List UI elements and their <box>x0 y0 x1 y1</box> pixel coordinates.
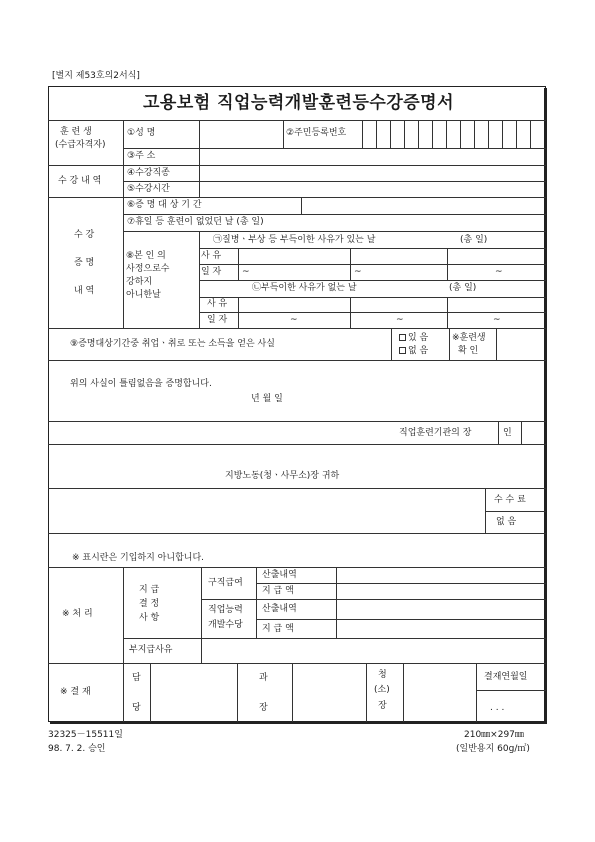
recipient-label: 지방노동(청ㆍ사무소)장 귀하 <box>225 471 340 481</box>
cert-period-label: ⑥증 명 대 상 기 간 <box>127 200 202 210</box>
voc-allowance-label-2: 개발수당 <box>208 620 243 630</box>
divider <box>238 248 239 280</box>
job-seeking-benefit-label: 구직급여 <box>208 578 243 588</box>
divider <box>199 312 546 313</box>
divider <box>256 567 257 638</box>
divider <box>123 181 546 182</box>
fee-value: 없 음 <box>496 517 517 527</box>
divider <box>123 214 546 215</box>
divider <box>123 638 546 639</box>
tilde: ~ <box>396 315 404 325</box>
paper-type: (일반용지 60g/㎡) <box>456 744 530 754</box>
checkbox-no[interactable] <box>399 347 406 354</box>
divider <box>283 120 284 148</box>
cert-label-3: 내 역 <box>74 286 95 296</box>
divider <box>391 328 392 360</box>
divider <box>199 248 546 249</box>
course-label: 수 강 내 역 <box>58 176 102 186</box>
voc-allowance-label: 직업능력 <box>208 605 243 615</box>
seal-label: 인 <box>503 428 512 438</box>
approval-dam-2: 당 <box>132 703 141 713</box>
rrn-field[interactable] <box>363 122 544 146</box>
date-row-label: 일 자 <box>201 267 222 277</box>
divider <box>496 328 497 360</box>
divider <box>476 663 477 722</box>
divider <box>301 197 302 214</box>
divider <box>256 619 546 620</box>
reason-label-line: 강하지 <box>126 277 153 287</box>
calc-details-label: 산출내역 <box>262 570 297 580</box>
certify-statement: 위의 사실이 틀림없음을 증명합니다. <box>70 379 212 389</box>
certify-date-line: 년 월 일 <box>251 394 283 404</box>
divider <box>199 264 546 265</box>
trainee-confirm-label-2: 확 인 <box>458 346 479 356</box>
address-label: ③주 소 <box>127 151 156 161</box>
divider <box>366 663 367 722</box>
divider <box>403 663 404 722</box>
divider <box>48 421 546 422</box>
course-time-field[interactable] <box>200 183 544 196</box>
name-label: ①성 명 <box>127 128 156 138</box>
divider <box>238 297 239 328</box>
processing-label: ※ 처 리 <box>62 609 93 619</box>
rrn-label: ②주민등록번호 <box>286 128 347 138</box>
payment-decision-line: 지 급 <box>139 585 160 595</box>
course-type-label: ④수강직종 <box>127 168 170 178</box>
approval-gwa-2: 장 <box>259 703 268 713</box>
justified-total: (총 일) <box>460 235 488 245</box>
approval-office-2: (소) <box>374 685 390 695</box>
divider <box>199 231 200 328</box>
payment-decision-line: 결 정 <box>139 599 160 609</box>
divider <box>48 360 546 361</box>
approval-office-1: 청 <box>378 670 387 680</box>
approval-dam-1: 담 <box>132 673 141 683</box>
date-row-label: 일 자 <box>207 315 228 325</box>
trainee-label: 훈 련 생 <box>60 127 92 137</box>
tilde: ~ <box>242 267 250 277</box>
divider <box>123 231 546 232</box>
unjustified-total: (총 일) <box>449 283 477 293</box>
form-number-label: [별지 제53호의2서식] <box>52 71 140 81</box>
cert-label-1: 수 강 <box>74 230 95 240</box>
divider <box>350 248 351 280</box>
approval-date: 98. 7. 2. 승인 <box>48 744 106 754</box>
tilde: ~ <box>493 315 501 325</box>
approval-gwa-1: 과 <box>259 673 268 683</box>
approval-office-3: 장 <box>378 701 387 711</box>
divider <box>336 567 337 638</box>
justified-absence-label: ㉠질병ㆍ부상 등 부득이한 사유가 있는 날 <box>213 235 376 245</box>
employment-yes-option[interactable]: 있 음 <box>399 334 428 343</box>
divider <box>256 583 546 584</box>
page-title: 고용보험 직업능력개발훈련등수강증명서 <box>143 93 455 113</box>
form-code: 32325－15511일 <box>48 730 123 740</box>
divider <box>485 511 546 512</box>
name-field[interactable] <box>200 122 282 146</box>
approval-label: ※ 결 재 <box>60 687 91 697</box>
divider <box>449 328 450 360</box>
divider <box>48 488 546 489</box>
divider <box>201 567 202 663</box>
checkbox-yes[interactable] <box>399 334 406 341</box>
reason-label-line: 사정으로수 <box>126 264 170 274</box>
calc-details-label: 산출내역 <box>262 604 297 614</box>
divider <box>48 444 546 445</box>
official-use-note: ※ 표시란은 기입하지 아니합니다. <box>72 553 205 563</box>
address-field[interactable] <box>200 150 544 164</box>
divider <box>199 280 546 281</box>
divider <box>447 248 448 280</box>
institution-head-label: 직업훈련기관의 장 <box>399 428 472 438</box>
divider <box>485 488 486 533</box>
reason-row-label: 사 유 <box>201 251 222 261</box>
reason-label-line: 아니한날 <box>126 290 161 300</box>
employment-no-option[interactable]: 없 음 <box>399 347 428 356</box>
divider <box>476 690 546 691</box>
approval-date-dots: . . . <box>490 703 505 713</box>
reason-row-label: 사 유 <box>207 299 228 309</box>
divider <box>498 421 499 444</box>
reason-label-line: ⑧본 인 의 <box>126 251 166 261</box>
nonpayment-reason-label: 부지급사유 <box>129 645 173 655</box>
employment-question: ⑨증명대상기간중 취업ㆍ취로 또는 소득을 얻은 사실 <box>70 339 275 349</box>
divider <box>123 567 124 663</box>
divider <box>150 663 151 722</box>
divider <box>48 533 546 534</box>
trainee-sublabel: (수급자격자) <box>55 140 106 150</box>
divider <box>123 663 124 722</box>
paper-size: 210㎜×297㎜ <box>464 730 524 740</box>
course-type-field[interactable] <box>200 167 544 180</box>
tilde: ~ <box>354 267 362 277</box>
cert-label-2: 증 명 <box>74 258 95 268</box>
holiday-label: ⑦휴일 등 훈련이 없었던 날 (총 일) <box>127 217 264 227</box>
course-time-label: ⑤수강시간 <box>127 184 170 194</box>
divider <box>48 328 546 329</box>
divider <box>521 421 522 444</box>
divider <box>199 297 546 298</box>
unjustified-absence-label: ㉡부득이한 사유가 없는 날 <box>252 283 357 293</box>
fee-label: 수 수 료 <box>494 495 526 505</box>
divider <box>237 663 238 722</box>
divider <box>447 297 448 328</box>
divider <box>123 148 546 149</box>
pay-amount-label: 지 급 액 <box>262 586 294 596</box>
tilde: ~ <box>495 267 503 277</box>
divider <box>201 599 546 600</box>
pay-amount-label: 지 급 액 <box>262 624 294 634</box>
tilde: ~ <box>290 315 298 325</box>
approval-date-label: 결재연월일 <box>484 672 528 682</box>
payment-decision-line: 사 항 <box>139 613 160 623</box>
divider <box>292 663 293 722</box>
trainee-confirm-label: ※훈련생 <box>452 333 486 343</box>
divider <box>123 120 124 328</box>
divider <box>350 297 351 328</box>
